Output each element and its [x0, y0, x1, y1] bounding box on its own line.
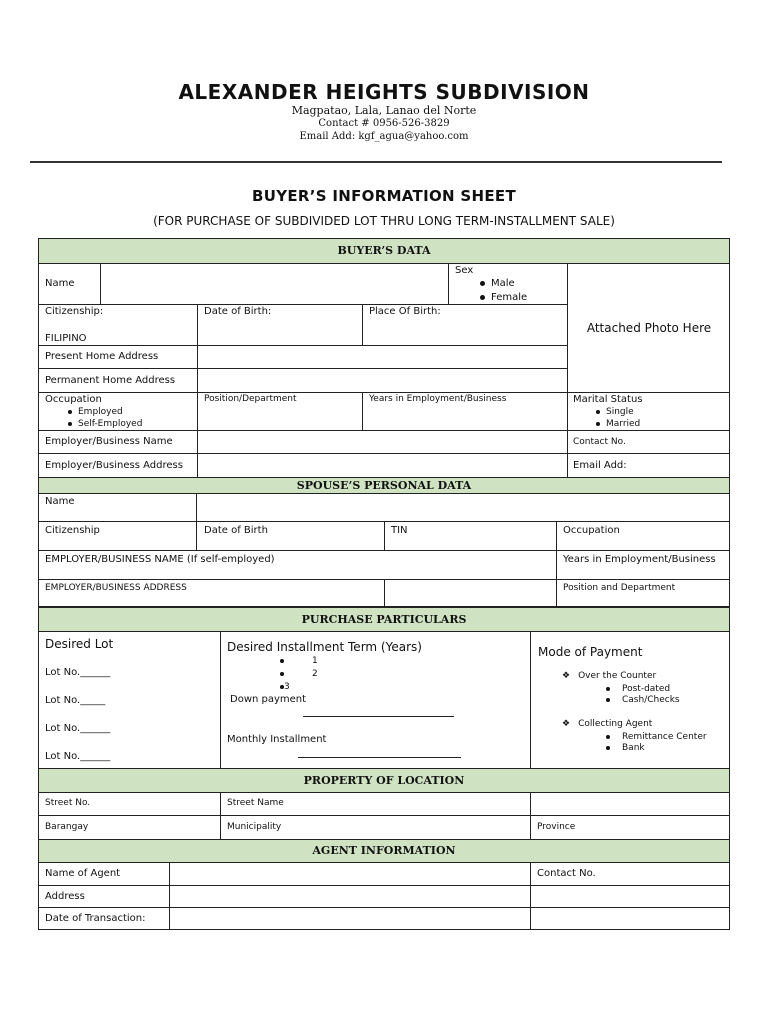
- sex-option-male[interactable]: [480, 278, 515, 289]
- location-section-header: [38, 768, 730, 793]
- spouse-col-line: [384, 521, 385, 550]
- bullet-icon: [596, 410, 600, 414]
- buyer-col-line: [362, 304, 363, 345]
- bullet-icon: [596, 422, 600, 426]
- term-option-3[interactable]: [280, 682, 290, 692]
- occupation-option-label: Self-Employed: [78, 419, 143, 429]
- diamond-bullet-icon: ❖: [562, 671, 571, 681]
- spouse-tin-label: TIN: [391, 525, 408, 536]
- payment-cash-checks[interactable]: [606, 695, 680, 705]
- bullet-icon: [606, 698, 610, 702]
- purchase-col-line: [220, 631, 221, 769]
- street-extra-field[interactable]: [531, 793, 729, 814]
- transaction-date-field[interactable]: [170, 908, 529, 929]
- buyer-name-label: Name: [45, 278, 75, 289]
- term-option-1[interactable]: [280, 656, 318, 666]
- buyer-pob-label: Place Of Birth:: [369, 306, 441, 317]
- buyer-permanent-address-field[interactable]: [198, 369, 566, 391]
- sheet-subtitle: (FOR PURCHASE OF SUBDIVIDED LOT THRU LONG TERM-INSTALLMENT SALE): [153, 214, 615, 228]
- spouse-dob-label: Date of Birth: [204, 525, 268, 536]
- buyer-years-label: Years in Employment/Business: [369, 394, 507, 404]
- term-option-label: 3: [284, 682, 290, 692]
- spouse-position-label: Position and Department: [563, 583, 676, 593]
- spouse-row-line: [38, 550, 730, 551]
- diamond-bullet-icon: ❖: [562, 719, 571, 729]
- marital-option-single[interactable]: [596, 407, 634, 417]
- term-option-2[interactable]: [280, 669, 318, 679]
- monthly-installment-blank[interactable]: [298, 757, 461, 758]
- buyer-col-line: [448, 263, 449, 304]
- occupation-option-self-employed[interactable]: [68, 419, 142, 429]
- buyer-email-label: Email Add:: [573, 460, 627, 471]
- payment-option-label: Over the Counter: [578, 671, 657, 681]
- payment-collecting-agent[interactable]: [562, 719, 652, 729]
- subdivision-email: Email Add: kgf_agua@yahoo.com: [299, 131, 469, 142]
- purchase-col-line: [530, 631, 531, 769]
- photo-placeholder: Attached Photo Here: [586, 321, 712, 335]
- agent-col-line: [530, 862, 531, 930]
- bullet-icon: [68, 422, 72, 426]
- agent-address-field[interactable]: [170, 886, 529, 906]
- down-payment-label: Down payment: [230, 694, 307, 705]
- spouse-employer-address-label: EMPLOYER/BUSINESS ADDRESS: [45, 583, 187, 593]
- marital-option-label: Married: [606, 419, 641, 429]
- spouse-section-header: [38, 477, 730, 494]
- buyer-heading: BUYER’S DATA: [337, 244, 431, 257]
- bullet-icon: [606, 746, 610, 750]
- spouse-years-label: Years in Employment/Business: [563, 554, 716, 565]
- payment-option-label: Post-dated: [622, 684, 671, 694]
- agent-name-field[interactable]: [170, 863, 529, 884]
- buyer-present-address-label: Present Home Address: [45, 351, 159, 362]
- buyer-dob-label: Date of Birth:: [204, 306, 272, 317]
- buyer-col-line: [567, 263, 568, 478]
- sex-option-label: Female: [491, 292, 528, 303]
- term-option-label: 2: [312, 669, 318, 679]
- street-name-label: Street Name: [227, 798, 284, 808]
- street-no-label: Street No.: [45, 798, 91, 808]
- agent-name-label: Name of Agent: [45, 868, 121, 879]
- spouse-col-line: [556, 521, 557, 607]
- lot-no-line-3[interactable]: Lot No.______: [45, 723, 111, 734]
- spouse-name-field[interactable]: [197, 494, 729, 520]
- spouse-citizenship-label: Citizenship: [45, 525, 100, 536]
- desired-lot-label: Desired Lot: [45, 637, 114, 651]
- buyer-employer-name-field[interactable]: [198, 431, 566, 452]
- agent-section-header: [38, 839, 730, 863]
- bullet-icon: [606, 687, 610, 691]
- agent-address-label: Address: [45, 891, 85, 902]
- marital-option-married[interactable]: [596, 419, 640, 429]
- subdivision-address: Magpatao, Lala, Lanao del Norte: [291, 104, 477, 117]
- occupation-option-label: Employed: [78, 407, 123, 417]
- marital-status-label: Marital Status: [573, 394, 643, 405]
- agent-heading: AGENT INFORMATION: [312, 844, 456, 857]
- payment-over-the-counter[interactable]: [562, 671, 656, 681]
- location-heading: PROPERTY OF LOCATION: [303, 774, 465, 787]
- location-row-line: [38, 815, 730, 816]
- spouse-occupation-label: Occupation: [563, 525, 620, 536]
- payment-option-label: Remittance Center: [622, 732, 707, 742]
- subdivision-title: ALEXANDER HEIGHTS SUBDIVISION: [178, 80, 590, 104]
- lot-no-line-2[interactable]: Lot No._____: [45, 695, 106, 706]
- down-payment-blank[interactable]: [303, 716, 454, 717]
- bullet-icon: [68, 410, 72, 414]
- transaction-date-label: Date of Transaction:: [45, 913, 146, 924]
- bullet-icon: [606, 735, 610, 739]
- buyer-present-address-field[interactable]: [198, 346, 566, 367]
- buyer-citizenship-value: FILIPINO: [45, 333, 87, 344]
- buyer-row-line: [38, 392, 730, 393]
- buyer-employer-address-field[interactable]: [198, 454, 566, 477]
- buyer-permanent-address-label: Permanent Home Address: [45, 375, 176, 386]
- marital-option-label: Single: [606, 407, 634, 417]
- bullet-icon: [280, 659, 284, 663]
- buyer-employer-address-label: Employer/Business Address: [45, 460, 183, 471]
- monthly-installment-label: Monthly Installment: [227, 734, 327, 745]
- occupation-option-employed[interactable]: [68, 407, 123, 417]
- purchase-section-header: [38, 607, 730, 632]
- agent-contact-label: Contact No.: [537, 868, 596, 879]
- header-divider: [30, 161, 722, 163]
- spouse-employer-name-label: EMPLOYER/BUSINESS NAME (If self-employed): [45, 554, 275, 565]
- province-label: Province: [537, 822, 576, 832]
- payment-option-label: Collecting Agent: [578, 719, 653, 729]
- payment-post-dated[interactable]: [606, 684, 670, 694]
- buyer-employer-name-label: Employer/Business Name: [45, 436, 173, 447]
- buyer-occupation-label: Occupation: [45, 394, 102, 405]
- sex-option-female[interactable]: [480, 292, 527, 303]
- purchase-heading: PURCHASE PARTICULARS: [301, 613, 467, 626]
- municipality-label: Municipality: [227, 822, 282, 832]
- payment-option-label: Bank: [622, 743, 645, 753]
- buyer-sex-label: Sex: [455, 265, 474, 276]
- subdivision-contact: Contact # 0956-526-3829: [318, 118, 450, 129]
- buyer-col-line: [362, 392, 363, 430]
- spouse-heading: SPOUSE’S PERSONAL DATA: [296, 479, 472, 492]
- sheet-title: BUYER’S INFORMATION SHEET: [252, 187, 516, 205]
- location-col-line: [220, 792, 221, 840]
- term-option-label: 1: [312, 656, 318, 666]
- payment-bank[interactable]: [606, 743, 645, 753]
- buyer-row-line: [38, 304, 568, 305]
- sex-option-label: Male: [491, 278, 515, 289]
- buyer-citizenship-label: Citizenship:: [45, 306, 104, 317]
- buyer-position-label: Position/Department: [204, 394, 297, 404]
- buyer-name-field[interactable]: [101, 264, 447, 303]
- lot-no-line-4[interactable]: Lot No.______: [45, 751, 111, 762]
- bullet-icon: [480, 281, 485, 286]
- mode-of-payment-label: Mode of Payment: [538, 645, 643, 659]
- spouse-col-line: [384, 579, 385, 607]
- buyer-contact-label: Contact No.: [573, 437, 626, 447]
- bullet-icon: [480, 295, 485, 300]
- lot-no-line-1[interactable]: Lot No.______: [45, 667, 111, 678]
- spouse-name-label: Name: [45, 496, 75, 507]
- barangay-label: Barangay: [45, 822, 89, 832]
- payment-remittance-center[interactable]: [606, 732, 707, 742]
- installment-term-label: Desired Installment Term (Years): [227, 640, 422, 654]
- buyer-section-header: [38, 238, 730, 264]
- payment-option-label: Cash/Checks: [622, 695, 680, 705]
- bullet-icon: [280, 672, 284, 676]
